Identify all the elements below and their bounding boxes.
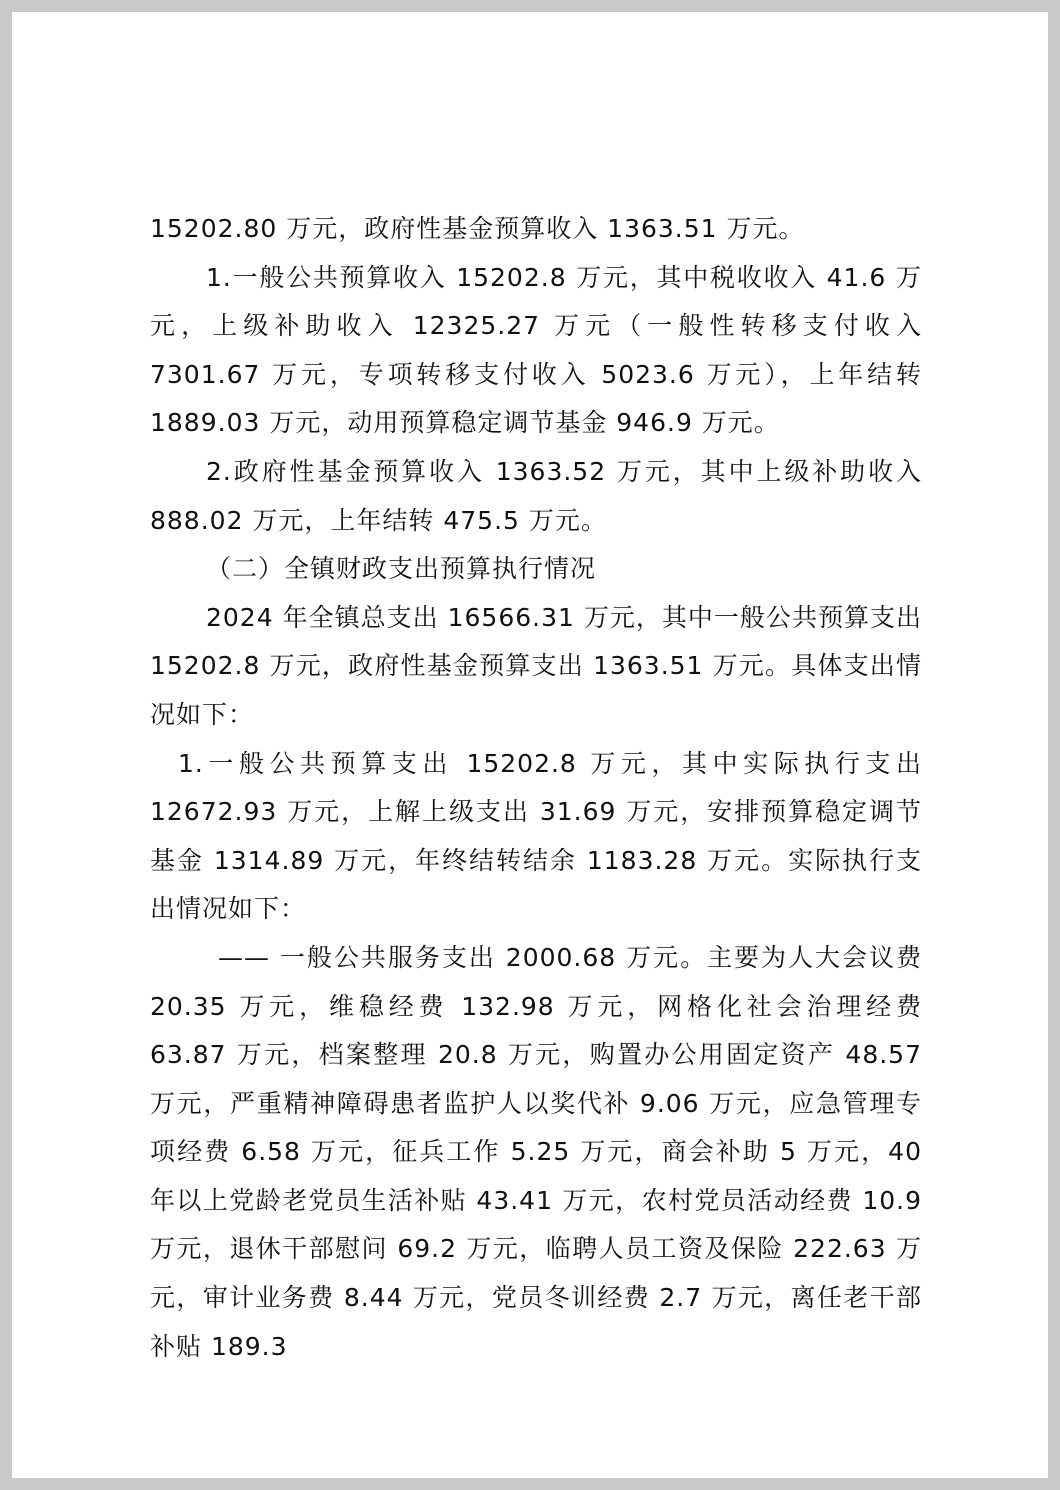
document-body xyxy=(150,205,922,1371)
paragraph-income-total-tail: 15202.80 万元，政府性基金预算收入 1363.51 万元。 xyxy=(150,214,805,243)
paragraph-expenditure-total: 2024 年全镇总支出 16566.31 万元，其中一般公共预算支出 15202.8 万元，政府性基金预算支出 1363.51 万元。具体支出情况如下： xyxy=(150,602,922,729)
section-heading-expenditure: （二）全镇财政支出预算执行情况 xyxy=(206,554,597,584)
document-page xyxy=(12,12,1048,1478)
paragraph-general-budget-expenditure: 1.一般公共预算支出 15202.8 万元，其中实际执行支出 12672.93 万元，上解上级支出 31.69 万元，安排预算稳定调节基金 1314.89 万元，年终结转结余 1183.28 万元。实际执行支出情况如下： xyxy=(150,748,922,924)
paragraph-general-budget-income: 1.一般公共预算收入 15202.8 万元，其中税收收入 41.6 万元，上级补助收入 12325.27 万元（一般性转移支付收入 7301.67 万元，专项转移支付收入 5023.6 万元），上年结转 1889.03 万元，动用预算稳定调节基金 946.9 万元。 xyxy=(150,262,922,438)
paragraph-public-service-expenditure: —— 一般公共服务支出 2000.68 万元。主要为人大会议费 20.35 万元，维稳经费 132.98 万元，网格化社会治理经费 63.87 万元，档案整理 20.8 万元，购置办公用固定资产 48.57 万元，严重精神障碍患者监护人以奖代补 9.06 万元，应急管理专项经费 6.58 万元，征兵工作 5.25 万元，商会补助 5 万元，40 年以上党龄老党员生活补贴 43.41 万元，农村党员活动经费 10.9 万元，退休干部慰问 69.2 万元，临聘人员工资及保险 222.63 万元，审计业务费 8.44 万元，党员冬训经费 2.7 万元，离任老干部补贴 189.3 xyxy=(150,942,922,1361)
paragraph-fund-budget-income: 2.政府性基金预算收入 1363.52 万元，其中上级补助收入 888.02 万元，上年结转 475.5 万元。 xyxy=(150,456,922,535)
